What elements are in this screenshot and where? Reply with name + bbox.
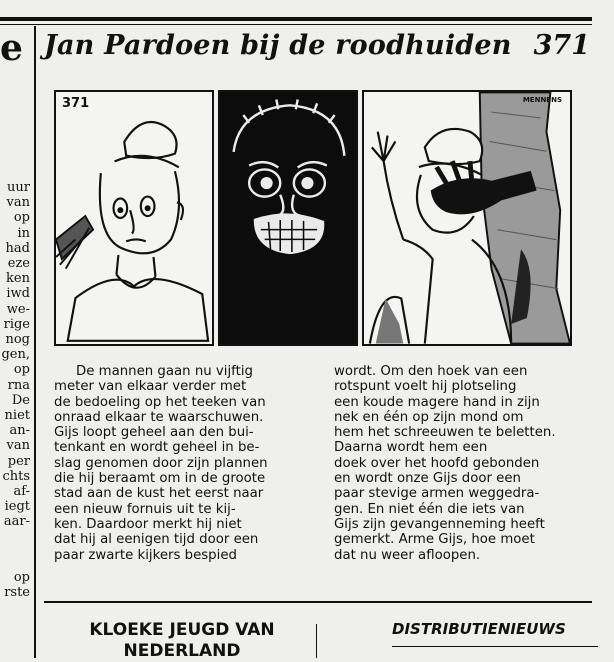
comic-panel-2 [218, 90, 358, 346]
strip-title: Jan Pardoen bij de roodhuiden [44, 30, 512, 61]
comic-panel-3 [362, 90, 572, 346]
story-column-1: De mannen gaan nu vijftig meter van elkaar verder met de bedoeling op het teeken van onraad elkaar te waarschuwen. Gijs loopt geheel aan den bui- tenkant en wordt geheel in be- slag genomen door zijn plannen die hij beraamt om in de groote stad aan de kust het eerst naar een nieuw fornuis uit te kij- ken. Daardoor merkt hij niet dat hij al eenigen tijd door een paar zwarte kijkers bespied [54, 364, 268, 563]
left-column-text: uur van op in had eze ken iwd we- rige nog gen, op rna De niet an- van per chts af- iegt aar- op rste [1, 180, 30, 600]
left-column-fragment: e [0, 27, 23, 69]
panel-number: 371 [62, 96, 90, 111]
heading-underline [392, 646, 598, 647]
heading-distributienieuws: DISTRIBUTIENIEUWS [392, 620, 566, 638]
top-rule-thick [0, 17, 592, 21]
story-column-2: wordt. Om den hoek van een rotspunt voelt hij plotseling een koude magere hand in zijn nek en één op zijn mond om hem het schreeuwen te beletten. Daarna wordt hem een doek over het hoofd gebonden en wordt onze Gijs door een paar stevige armen weggedra- gen. En niet één die iets van Gijs zijn gevangenneming heeft gemerkt. Arme Gijs, hoe moet dat nu weer afloopen. [334, 364, 556, 563]
heading-kloeke-jeugd: KLOEKE JEUGD VAN NEDERLAND [89, 620, 275, 661]
artist-signature: MENNENS [522, 96, 562, 104]
capture-illustration [364, 92, 570, 344]
bottom-rule [44, 601, 592, 603]
strip-number: 371 [533, 30, 590, 61]
comic-panel-1 [54, 90, 214, 346]
man-worried-illustration [56, 92, 212, 344]
column-divider [34, 26, 36, 658]
bottom-column-divider [316, 624, 317, 658]
native-face-illustration [220, 92, 356, 344]
top-rule-thin [0, 24, 592, 25]
